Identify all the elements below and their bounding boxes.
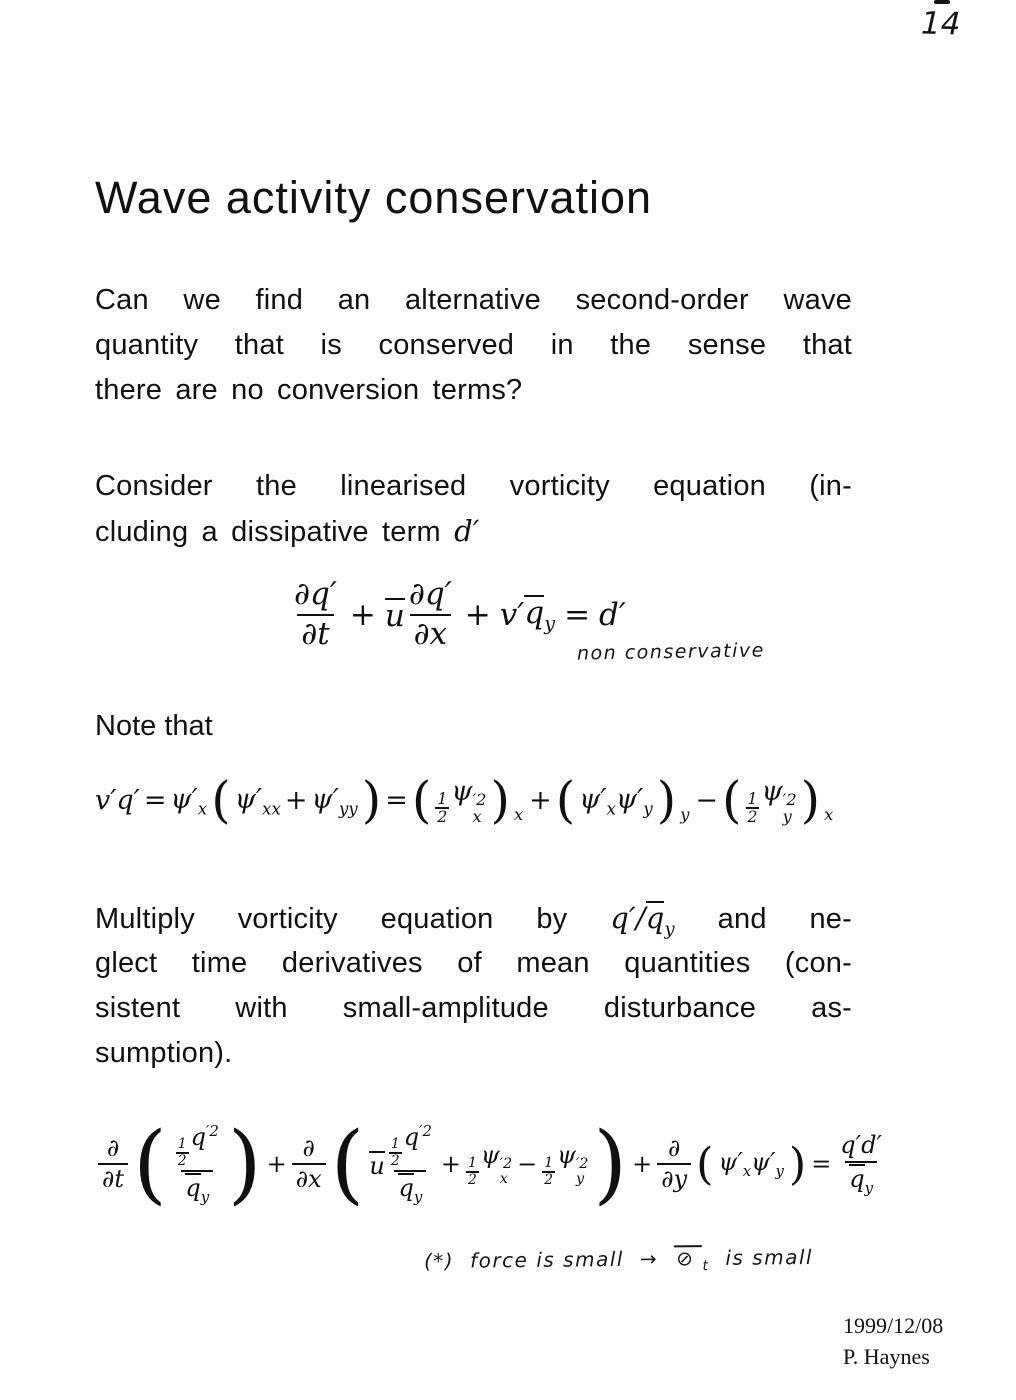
- prime2-over-x: [473, 791, 487, 825]
- denominator: [845, 1161, 877, 1198]
- numerator: ∂q′: [294, 576, 337, 612]
- left-paren: (: [133, 1113, 167, 1214]
- right-paren: ): [788, 1138, 807, 1190]
- equals-sign: =: [385, 785, 408, 817]
- numerator: [385, 1122, 436, 1170]
- denominator: [394, 1170, 426, 1207]
- wave-activity-fraction: [172, 1122, 223, 1207]
- psi: ψ: [451, 776, 473, 807]
- numerator: [172, 1122, 223, 1170]
- vq-term: [500, 595, 555, 635]
- vorticity-equation: [290, 576, 626, 653]
- paragraph-consider: [95, 464, 852, 554]
- subscript-yy: yy: [338, 798, 358, 819]
- q-bar: q: [645, 901, 665, 935]
- psi-yy-term: [312, 784, 358, 818]
- outer-subscript-x: x: [824, 804, 834, 824]
- math-q-over: q′/: [610, 901, 646, 935]
- right-paren: ): [361, 770, 382, 829]
- plus-operator: +: [284, 785, 308, 817]
- subscript-y: y: [413, 1187, 423, 1206]
- advection-term: [385, 576, 456, 653]
- one-half: [176, 1137, 189, 1168]
- subscript-y: y: [575, 1170, 585, 1187]
- paragraph-line: glect time derivatives of mean quantities (con-: [95, 947, 852, 979]
- numeral-one: 1: [437, 788, 448, 808]
- psi-prime: ψ′: [615, 783, 644, 815]
- paragraph-line: [95, 896, 852, 941]
- one-half: [466, 1156, 479, 1187]
- right-paren: ): [656, 770, 677, 829]
- half-psi-x-squared: [466, 1141, 512, 1187]
- paragraph-text: Multiply vorticity equation by: [95, 903, 568, 935]
- equals-sign: =: [143, 785, 167, 817]
- q: q: [403, 1123, 420, 1151]
- footnote-marker: (*): [423, 1248, 455, 1274]
- paragraph-line: [95, 509, 852, 554]
- dqdt-term: [290, 576, 341, 653]
- scribbled-symbol: [674, 1245, 710, 1274]
- paragraph-line: sistent with small-amplitude disturbance as-: [95, 992, 852, 1024]
- paragraph-text: cluding a dissipative term: [95, 516, 441, 548]
- psi-x-psi-y-product: [719, 1148, 784, 1180]
- numeral-two: 2: [177, 1153, 187, 1170]
- numeral-two: 2: [468, 1171, 477, 1188]
- superscript-prime2: ′2: [575, 1155, 589, 1172]
- half-psi-y-squared: [746, 776, 797, 826]
- numerator: q′d′: [840, 1131, 882, 1160]
- numeral-one: 1: [390, 1136, 400, 1153]
- q-bar: q: [849, 1164, 865, 1193]
- prime2-over-x: [500, 1157, 512, 1187]
- numerator: ∂: [106, 1133, 120, 1162]
- u-flux-term: [369, 1122, 436, 1207]
- paragraph-question: [95, 278, 852, 413]
- footnote-text: force is small: [469, 1246, 624, 1273]
- numeral-two: 2: [437, 807, 448, 827]
- subscript-x: x: [499, 1170, 508, 1187]
- u-bar: u: [384, 597, 405, 634]
- equals-sign: =: [564, 596, 591, 633]
- one-half: [389, 1137, 402, 1168]
- psi-xx-term: [235, 784, 281, 818]
- u-bar: u: [369, 1151, 385, 1180]
- paragraph-multiply: [95, 896, 852, 1076]
- superscript-prime2: ′2: [499, 1155, 513, 1172]
- subscript-x: x: [197, 798, 208, 819]
- handwritten-annotation-nonconservative: non conservative: [576, 639, 765, 665]
- numerator: ∂: [667, 1133, 681, 1162]
- equals-sign: =: [811, 1150, 832, 1179]
- psi-prime: ψ′: [718, 1148, 743, 1177]
- one-half: [435, 788, 449, 827]
- right-paren: ): [800, 770, 821, 829]
- ddx-operator: [292, 1134, 326, 1195]
- subscript-y: y: [864, 1178, 873, 1197]
- ddy-operator: [657, 1134, 691, 1195]
- left-paren: (: [722, 770, 742, 829]
- subscript-x: x: [606, 798, 616, 819]
- footer: [843, 1310, 943, 1372]
- footer-author: P. Haynes: [843, 1344, 930, 1369]
- paragraph-line: there are no conversion terms?: [95, 374, 523, 406]
- dissipation-fraction: [836, 1131, 886, 1197]
- denominator: [181, 1170, 213, 1207]
- prime2-over-y: [783, 791, 797, 825]
- denominator: ∂t: [98, 1163, 128, 1195]
- prime2-over-y: [576, 1157, 588, 1187]
- math-qbar-y: [645, 901, 675, 940]
- denominator: ∂y: [657, 1163, 691, 1195]
- left-paren: (: [330, 1113, 365, 1214]
- handwritten-footnote: [424, 1244, 813, 1277]
- wave-activity-fraction: [385, 1122, 436, 1207]
- one-half: [746, 788, 760, 827]
- ddt-operator: [98, 1134, 128, 1195]
- subscript-x: x: [472, 806, 482, 826]
- denominator: ∂x: [410, 614, 452, 654]
- footnote-text: is small: [725, 1244, 814, 1270]
- half-psi-y-squared: [542, 1141, 588, 1187]
- subscript-t: t: [702, 1258, 710, 1275]
- superscript-prime2: ′2: [782, 789, 797, 809]
- paragraph-line: quantity that is conserved in the sense that: [95, 329, 852, 361]
- numeral-two: 2: [747, 807, 758, 827]
- scan-dash-mark: [934, 0, 950, 4]
- numeral-one: 1: [177, 1136, 187, 1153]
- math-d-prime: d′: [454, 514, 480, 548]
- superscript-prime2: ′2: [472, 789, 487, 809]
- psi-prime: ψ′: [234, 783, 262, 815]
- left-paren: (: [411, 770, 432, 829]
- psi: ψ: [557, 1141, 576, 1170]
- subscript-y: y: [782, 806, 792, 826]
- numeral-one: 1: [544, 1154, 554, 1171]
- subscript-y: y: [643, 798, 653, 819]
- subscript-y: y: [544, 611, 556, 635]
- overlined-symbol: ⊘: [674, 1245, 703, 1269]
- psi: ψ: [761, 776, 783, 807]
- denominator: ∂t: [297, 614, 334, 654]
- q: q: [190, 1123, 207, 1151]
- subscript-y: y: [775, 1162, 784, 1181]
- numeral-two: 2: [390, 1153, 400, 1170]
- psi-prime: ψ′: [170, 783, 198, 815]
- one-half: [542, 1156, 555, 1187]
- plus-operator: +: [529, 785, 552, 817]
- superscript-prime2: ′2: [419, 1122, 432, 1140]
- outer-subscript-x: x: [513, 804, 524, 824]
- paragraph-line: Can we find an alternative second-order wave: [95, 284, 852, 316]
- psi-prime: ψ′: [579, 783, 607, 815]
- psi-x-factor: [170, 784, 207, 818]
- paragraph-text: and ne-: [717, 903, 852, 935]
- subscript-x: x: [742, 1162, 752, 1181]
- psi-x-psi-y-product: [579, 784, 653, 818]
- flux-identity-equation: [95, 770, 835, 829]
- left-paren: (: [696, 1138, 714, 1190]
- dqdx-fraction: [405, 576, 456, 653]
- v-prime: v′: [499, 596, 525, 633]
- q-bar-sub-y: [524, 595, 555, 635]
- superscript-prime2: ′2: [206, 1122, 219, 1140]
- right-paren: ): [490, 770, 510, 829]
- psi: ψ: [480, 1141, 500, 1170]
- subscript-y: y: [664, 918, 675, 940]
- vq-product: v′q′: [95, 785, 140, 817]
- paragraph-line: Consider the linearised vorticity equation (in-: [95, 470, 852, 502]
- numeral-one: 1: [468, 1154, 477, 1171]
- numerator: ∂: [302, 1133, 315, 1162]
- outer-subscript-y: y: [680, 804, 690, 824]
- plus-operator: +: [464, 596, 491, 633]
- left-paren: (: [211, 770, 231, 829]
- minus-operator: −: [517, 1150, 538, 1179]
- plus-operator: +: [632, 1150, 653, 1179]
- page-number: 14: [920, 5, 961, 43]
- plus-operator: +: [266, 1150, 287, 1179]
- numeral-two: 2: [544, 1171, 554, 1188]
- denominator: ∂x: [292, 1163, 326, 1195]
- d-prime-term: d′: [599, 596, 626, 633]
- q-bar: q: [185, 1173, 201, 1202]
- conservation-equation: [98, 1113, 886, 1214]
- subscript-xx: xx: [262, 798, 281, 819]
- q-bar: q: [524, 594, 545, 631]
- psi-prime: ψ′: [751, 1148, 776, 1177]
- footer-date: 1999/12/08: [843, 1313, 944, 1338]
- right-paren: ): [593, 1113, 628, 1214]
- minus-operator: −: [695, 785, 719, 817]
- note-that-label: Note that: [95, 710, 213, 742]
- arrow-icon: →: [639, 1246, 659, 1271]
- half-psi-x-squared: [435, 776, 486, 826]
- plus-operator: +: [349, 596, 376, 633]
- psi-prime: ψ′: [311, 783, 339, 815]
- paragraph-line: sumption).: [95, 1037, 233, 1069]
- numerator: ∂q′: [408, 576, 452, 612]
- slide-title: Wave activity conservation: [95, 172, 653, 223]
- q-bar: q: [398, 1173, 414, 1202]
- plus-operator: +: [440, 1150, 462, 1179]
- right-paren: ): [227, 1113, 262, 1214]
- left-paren: (: [555, 770, 576, 829]
- subscript-y: y: [200, 1187, 210, 1206]
- numeral-one: 1: [747, 788, 758, 808]
